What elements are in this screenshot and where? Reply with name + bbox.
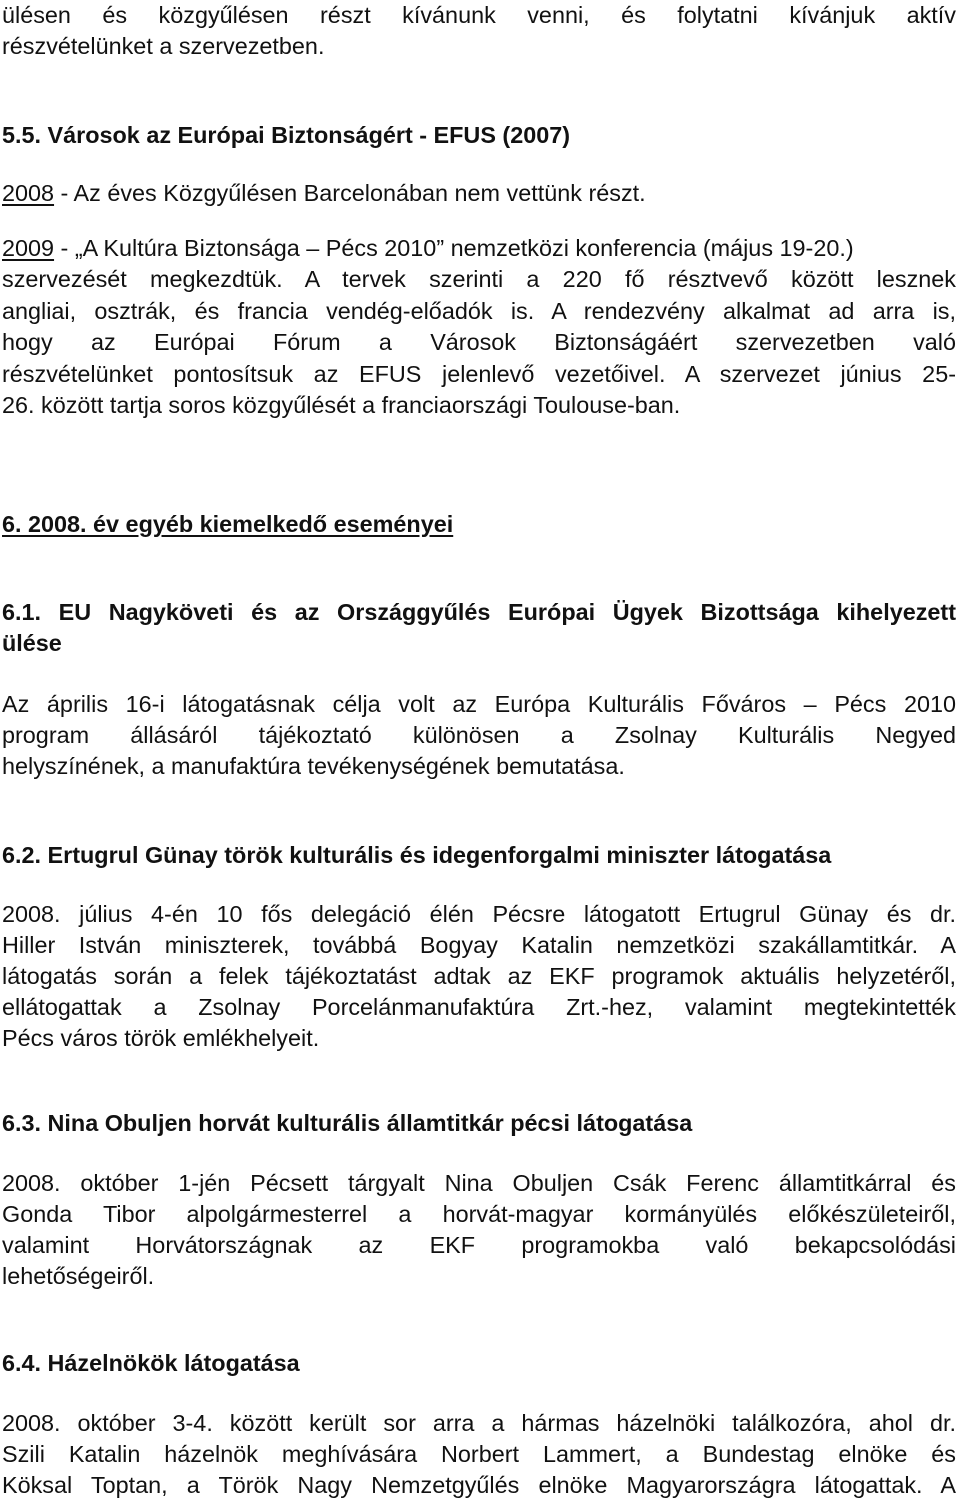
year-link: 2009 [2, 235, 55, 261]
section-title: 6. 2008. év egyéb kiemelkedő eseményei [2, 511, 454, 537]
efus-item-2009 [2, 233, 956, 421]
item-text: - „A Kultúra Biztonsága – Pécs 2010” nemzetközi konferencia (május 19-20.) [54, 235, 854, 261]
text-line: lehetőségeiről. [2, 1262, 155, 1289]
heading-line: 6.1. EU Nagyköveti és az Országgyűlés Európai Ügyek Bizottsága kihelyezett [2, 599, 956, 625]
section-heading-6-2: 6.2. Ertugrul Günay török kulturális és idegenforgalmi miniszter látogatása [2, 842, 832, 868]
efus-item-2008 [2, 178, 956, 209]
text-line: ülésen és közgyűlésen részt kívánunk venni, és folytatni kívánjuk aktív [2, 2, 956, 28]
intro-paragraph [2, 0, 956, 63]
text-line: Pécs város török emlékhelyeit. [2, 1024, 320, 1051]
text-line: helyszínének, a manufaktúra tevékenységének bemutatása. [2, 752, 625, 779]
heading-line: ülése [2, 630, 62, 657]
text-line: valamint Horvátországnak az EKF programokba való bekapcsolódási [2, 1231, 956, 1258]
text-line: Az április 16-i látogatásnak célja volt az Európa Kulturális Főváros – Pécs 2010 [2, 691, 956, 717]
text-line: program állásáról tájékoztató különösen a Zsolnay Kulturális Negyed [2, 721, 956, 748]
text-line: Szili Katalin házelnök meghívására Norbert Lammert, a Bundestag elnöke és [2, 1440, 956, 1467]
text-line: 2008. október 3-4. között került sor arra a hármas házelnöki találkozóra, ahol dr. [2, 1410, 956, 1436]
section-heading-6-4: 6.4. Házelnökök látogatása [2, 1350, 300, 1376]
text-line: 2008. október 1-jén Pécsett tárgyalt Nina Obuljen Csák Ferenc államtitkárral és [2, 1170, 956, 1196]
paragraph-6-3 [2, 1168, 956, 1292]
text-line: 2008. július 4-én 10 fős delegáció élén Pécsre látogatott Ertugrul Günay és dr. [2, 901, 956, 927]
item-text: - Az éves Közgyűlésen Barcelonában nem vettünk részt. [54, 180, 646, 206]
paragraph-6-1 [2, 689, 956, 782]
text-line: részvételünket a szervezetben. [2, 33, 325, 60]
text-line: látogatás során a felek tájékoztatást adtak az EKF programok aktuális helyzetéről, [2, 962, 956, 989]
text-line: ellátogattak a Zsolnay Porcelánmanufaktúra Zrt.-hez, valamint megtekintették [2, 993, 956, 1020]
text-line: Hiller István miniszterek, továbbá Bogyay Katalin nemzetközi szakállamtitkár. A [2, 931, 956, 958]
text-line: Köksal Toptan, a Török Nagy Nemzetgyűlés elnöke Magyarországra látogattak. A [2, 1471, 956, 1498]
paragraph-6-2 [2, 899, 956, 1054]
year-link: 2008 [2, 180, 55, 206]
section-heading-6-1 [2, 597, 956, 660]
text-line: angliai, osztrák, és francia vendég-előadók is. A rendezvény alkalmat ad arra is, [2, 297, 956, 324]
text-line: 26. között tartja soros közgyűlését a franciaországi Toulouse-ban. [2, 392, 681, 419]
text-line: szervezését megkezdtük. A tervek szerinti a 220 fő résztvevő között lesznek [2, 266, 956, 293]
text-line: hogy az Európai Fórum a Városok Biztonságáért szervezetben való [2, 329, 956, 356]
text-line: Gonda Tibor alpolgármesterrel a horvát-magyar kormányülés előkészületeiről, [2, 1200, 956, 1227]
paragraph-6-4 [2, 1408, 956, 1501]
section-heading-6 [2, 509, 956, 540]
section-heading-5-5: 5.5. Városok az Európai Biztonságért - EFUS (2007) [2, 122, 571, 148]
text-line: részvételünket pontosítsuk az EFUS jelenlevő vezetőivel. A szervezet június 25- [2, 360, 956, 387]
section-heading-6-3: 6.3. Nina Obuljen horvát kulturális államtitkár pécsi látogatása [2, 1110, 693, 1136]
